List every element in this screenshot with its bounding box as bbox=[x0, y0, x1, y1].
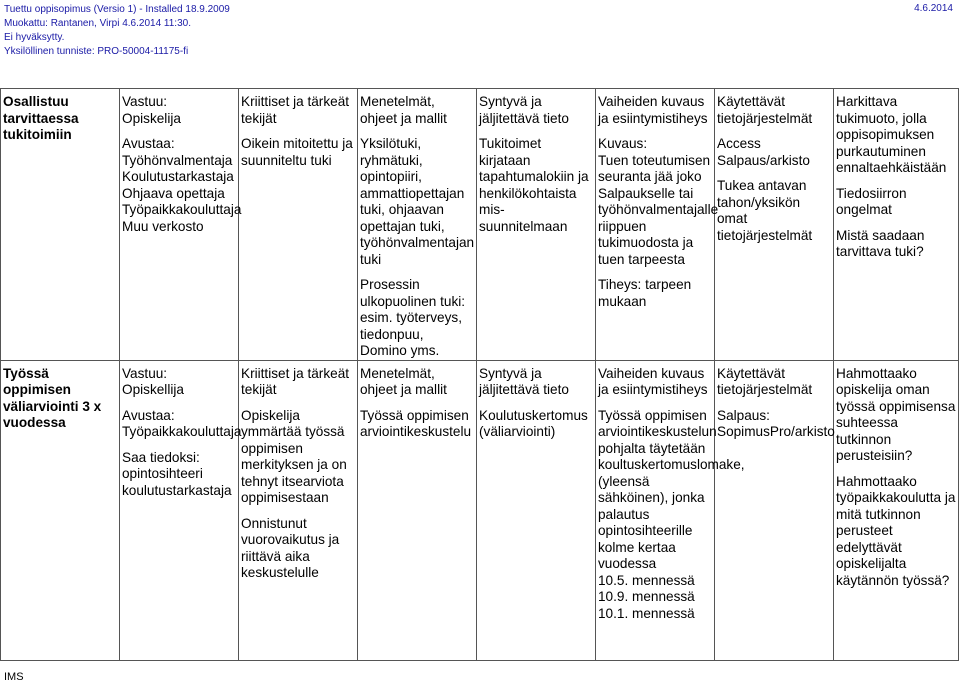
header-date: 4.6.2014 bbox=[914, 3, 953, 14]
methods-cell: Menetelmät, ohjeet ja mallit Yksilötuki, ryhmätuki, opintopiiri, ammattiopettajan tuki, ohjaavan opettajan tuki, työhönvalmentajan tuki Prosessin ulkopuolinen tuki: esim. työterveys, tiedonpuu, Domino yms. bbox=[358, 89, 477, 361]
header-line: Yksilöllinen tunniste: PRO-50004-11175-fi bbox=[4, 46, 189, 57]
header-line: Muokattu: Rantanen, Virpi 4.6.2014 11:30. bbox=[4, 18, 191, 29]
row-title-cell: Työssä oppimisen väliarviointi 3 x vuodessa bbox=[1, 360, 120, 660]
notes-cell: Harkittava tukimuoto, jolla oppisopimuksen purkautuminen ennaltaehkäistään Tiedosiirron ongelmat Mistä saadaan tarvittava tuki? bbox=[834, 89, 959, 361]
table-row bbox=[1, 360, 959, 660]
systems-cell: Käytettävät tietojärjestelmät Access Salpaus/arkisto Tukea antavan tahon/yksikön omat tietojärjestelmät bbox=[715, 89, 834, 361]
critical-factors-cell: Kriittiset ja tärkeät tekijät Opiskelija ymmärtää työssä oppimisen merkityksen ja on tehnyt itsearviota oppimisestaan Onnistunut vuorovaikutus ja riittävä aika keskustelulle bbox=[239, 360, 358, 660]
traceable-info-cell: Syntyvä ja jäljitettävä tieto Tukitoimet kirjataan tapahtumalokiin ja henkilökohtaista mis-suunnitelmaan bbox=[477, 89, 596, 361]
systems-cell: Käytettävät tietojärjestelmät Salpaus: SopimusPro/arkisto bbox=[715, 360, 834, 660]
phase-description-cell: Vaiheiden kuvaus ja esiintymistiheys Kuvaus: Tuen toteutumisen seuranta jää joko Salpaukselle tai työhönvalmentajalle riippuen tukimuodosta ja tuen tarpeesta Tiheys: tarpeen mukaan bbox=[596, 89, 715, 361]
notes-cell: Hahmottaako opiskelija oman työssä oppimisensa suhteessa tutkinnon perusteisiin? Hahmottaako työpaikkakoulutta ja mitä tutkinnon perusteet edelyttävät opiskelijalta käytännön työssä? bbox=[834, 360, 959, 660]
process-table bbox=[0, 88, 959, 661]
responsibility-cell: Vastuu: Opiskelija Avustaa: Työhönvalmentaja Koulutustarkastaja Ohjaava opettaja Työpaikkakouluttaja Muu verkosto bbox=[120, 89, 239, 361]
table-row bbox=[1, 89, 959, 361]
row-title-cell: Osallistuu tarvittaessa tukitoimiin bbox=[1, 89, 120, 361]
traceable-info-cell: Syntyvä ja jäljitettävä tieto Koulutuskertomus (väliarviointi) bbox=[477, 360, 596, 660]
header-line: Ei hyväksytty. bbox=[4, 32, 65, 43]
methods-cell: Menetelmät, ohjeet ja mallit Työssä oppimisen arviointikeskustelu bbox=[358, 360, 477, 660]
phase-description-cell: Vaiheiden kuvaus ja esiintymistiheys Työssä oppimisen arviointikeskustelun pohjalta täytetään koultuskertomuslomake, (yleensä sähköinen), jonka palautus opintosihteerille kolme kertaa vuodessa 10.5. mennessä 10.9. mennessä 10.1. mennessä bbox=[596, 360, 715, 660]
document-header bbox=[4, 3, 230, 59]
footer-label: IMS bbox=[4, 671, 24, 683]
responsibility-cell: Vastuu: Opiskellija Avustaa: Työpaikkakouluttaja Saa tiedoksi: opintosihteeri koulutustarkastaja bbox=[120, 360, 239, 660]
critical-factors-cell: Kriittiset ja tärkeät tekijät Oikein mitoitettu ja suunniteltu tuki bbox=[239, 89, 358, 361]
header-line: Tuettu oppisopimus (Versio 1) - Installed 18.9.2009 bbox=[4, 4, 230, 15]
